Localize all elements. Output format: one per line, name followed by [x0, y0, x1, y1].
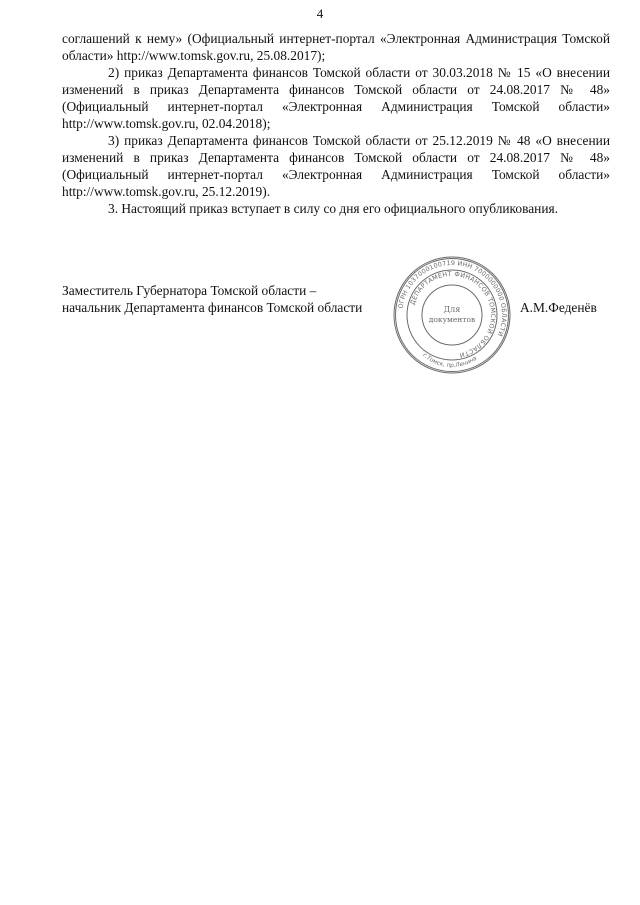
signature-position	[62, 282, 362, 316]
stamp-middle-ring-text: ДЕПАРТАМЕНТ ФИНАНСОВ ТОМСКОЙ ОБЛАСТИ	[409, 270, 497, 359]
signature-position-line-2: начальник Департамента финансов Томской области	[62, 300, 363, 315]
stamp-bottom-text: г.Томск, пр.Ленина	[421, 352, 479, 370]
document-body	[62, 30, 610, 217]
signatory-name: А.М.Феденёв	[520, 300, 597, 315]
official-stamp	[391, 254, 513, 376]
paragraph-4: 3. Настоящий приказ вступает в силу со дня его официального опубликования.	[108, 201, 558, 216]
stamp-outer-ring-text: ОГРН 1037000100719 ИНН 7000000000 ОБЛАСТИ	[397, 259, 508, 338]
stamp-seal-graphic	[391, 254, 513, 376]
page-number: 4	[316, 6, 324, 21]
paragraph-2: 2) приказ Департамента финансов Томской области от 30.03.2018 № 15 «О внесении изменений в приказ Департамента финансов Томской области от 24.08.2017 № 48» (Официальный интернет-портал «Электронная Администрация Томской области» http://www.tomsk.gov.ru, 02.04.2018);	[62, 65, 610, 131]
paragraph-3: 3) приказ Департамента финансов Томской области от 25.12.2019 № 48 «О внесении изменений в приказ Департамента финансов Томской области от 24.08.2017 № 48» (Официальный интернет-портал «Электронная Администрация Томской области» http://www.tomsk.gov.ru, 25.12.2019).	[62, 133, 610, 199]
paragraph-1: соглашений к нему» (Официальный интернет-портал «Электронная Администрация Томской области» http://www.tomsk.gov.ru, 25.08.2017);	[62, 31, 610, 63]
stamp-center-line-2: документов	[428, 315, 476, 324]
stamp-center-line-1: Для	[443, 305, 461, 314]
signature-position-line-1: Заместитель Губернатора Томской области –	[62, 283, 317, 298]
